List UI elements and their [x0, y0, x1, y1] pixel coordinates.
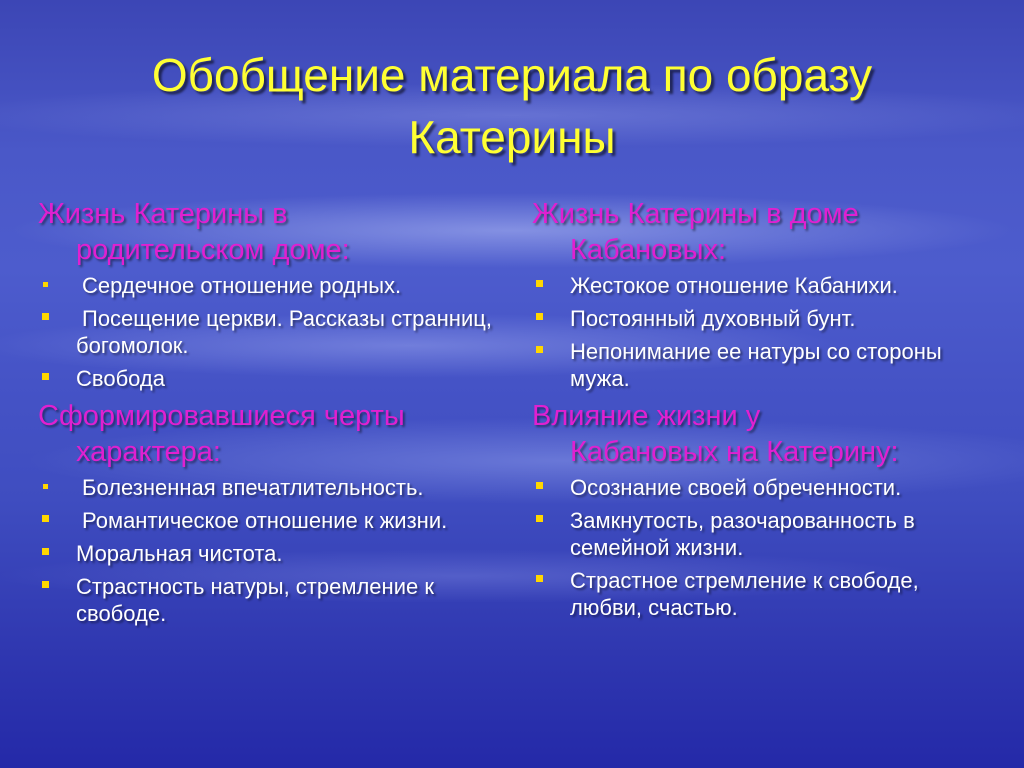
square-bullet-icon [536, 346, 543, 353]
section-heading-kabanov-house [532, 196, 992, 268]
list-item-text: Моральная чистота. [76, 541, 283, 566]
list-item [532, 507, 992, 561]
right-column [532, 196, 992, 627]
list-item [38, 573, 498, 627]
list-item-text: Страстность натуры, стремление к свободе. [76, 574, 434, 626]
square-bullet-icon [42, 373, 49, 380]
heading-line: Жизнь Катерины в [38, 198, 288, 230]
list-item [532, 338, 992, 392]
list-item-text: Болезненная впечатлительность. [82, 475, 424, 500]
list-item [532, 305, 992, 332]
list-item-text: Замкнутость, разочарованность в семейной жизни. [570, 508, 915, 560]
heading-line: Жизнь Катерины в доме [532, 198, 859, 230]
character-traits-list [38, 474, 498, 627]
list-item [38, 365, 498, 392]
list-item-text: Страстное стремление к свободе, любви, счастью. [570, 568, 919, 620]
list-item [38, 507, 498, 534]
heading-line: родительском доме: [76, 234, 350, 266]
list-item [38, 305, 498, 359]
square-bullet-icon [536, 313, 543, 320]
square-bullet-icon [42, 515, 49, 522]
influence-list [532, 474, 992, 621]
square-bullet-icon [536, 482, 543, 489]
list-item [532, 474, 992, 501]
list-item [38, 540, 498, 567]
list-item [38, 474, 498, 501]
list-item-text: Непонимание ее натуры со стороны мужа. [570, 339, 942, 391]
list-item-text: Свобода [76, 366, 165, 391]
parental-home-list [38, 272, 498, 392]
square-bullet-icon [42, 548, 49, 555]
list-item-text: Жестокое отношение Кабанихи. [570, 273, 898, 298]
list-item-text: Посещение церкви. Рассказы странниц, богомолок. [76, 306, 492, 358]
list-item [532, 272, 992, 299]
kabanov-house-list [532, 272, 992, 392]
heading-line: Влияние жизни у [532, 400, 761, 432]
list-item-text: Сердечное отношение родных. [82, 273, 402, 298]
section-heading-influence [532, 398, 992, 470]
square-bullet-icon [536, 280, 543, 287]
section-heading-parental-home [38, 196, 498, 268]
square-bullet-icon [536, 515, 543, 522]
square-bullet-icon [43, 484, 48, 489]
square-bullet-icon [43, 282, 48, 287]
list-item-text: Романтическое отношение к жизни. [82, 508, 448, 533]
square-bullet-icon [42, 313, 49, 320]
square-bullet-icon [536, 575, 543, 582]
square-bullet-icon [42, 581, 49, 588]
list-item-text: Осознание своей обреченности. [570, 475, 902, 500]
heading-line: Сформировавшиеся черты [38, 400, 405, 432]
list-item-text: Постоянный духовный бунт. [570, 306, 856, 331]
heading-line: характера: [76, 436, 221, 468]
list-item [38, 272, 498, 299]
section-heading-character-traits [38, 398, 498, 470]
left-column [38, 196, 498, 633]
slide-title: Обобщение материала по образу Катерины [151, 49, 873, 163]
heading-line: Кабановых: [570, 234, 727, 266]
list-item [532, 567, 992, 621]
heading-line: Кабановых на Катерину: [570, 436, 899, 468]
